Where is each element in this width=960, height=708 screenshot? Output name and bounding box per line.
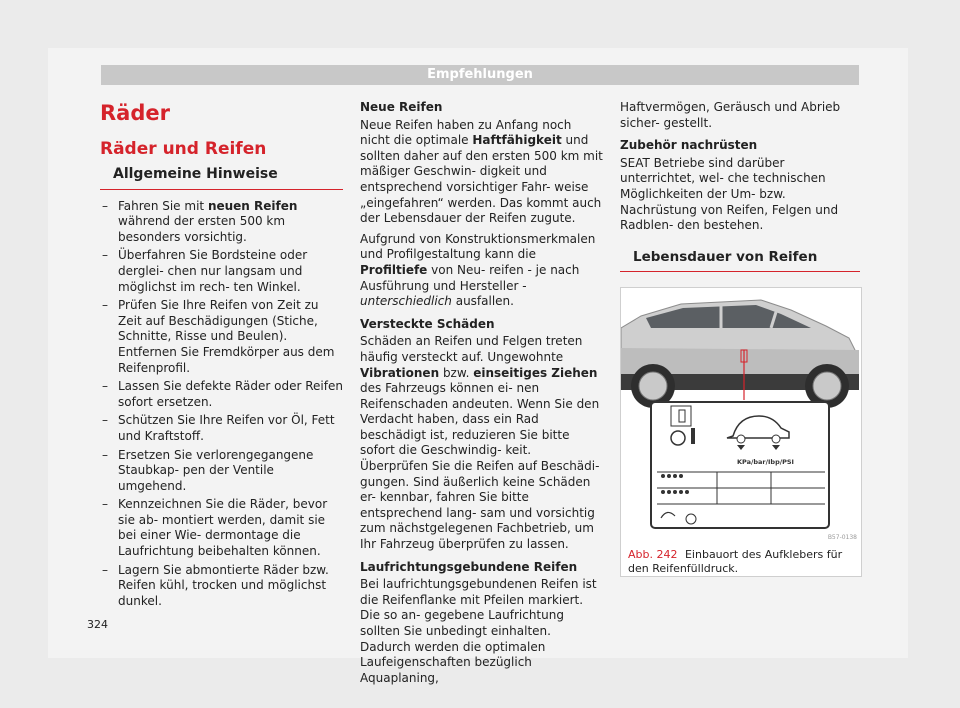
subsection-heading: Allgemeine Hinweise <box>100 167 343 190</box>
paragraph: Haftvermögen, Geräusch und Abrieb sicher- gestellt. <box>620 100 841 130</box>
list-item: – Ersetzen Sie verlorengegangene Staubkap- pen der Ventile umgehend. <box>100 448 343 495</box>
list-item: – Lagern Sie abmontierte Räder bzw. Reifen kühl, trocken und möglichst dunkel. <box>100 563 343 610</box>
list-item: – Schützen Sie Ihre Reifen vor Öl, Fett und Kraftstoff. <box>100 413 343 444</box>
section-title: Räder und Reifen <box>100 139 267 159</box>
hints-list <box>100 199 343 610</box>
subheading-accessories: Zubehör nachrüsten <box>620 138 758 153</box>
subheading-new-tyres: Neue Reifen <box>360 100 443 114</box>
figure-label: Abb. 242 <box>628 548 678 561</box>
list-item: – Kennzeichnen Sie die Räder, bevor sie ab- montiert werden, damit sie bei einer Wie- dermontage die Laufrichtung beibehalten können. <box>100 497 343 559</box>
paragraph: Bei laufrichtungsgebundenen Reifen ist die Reifenflanke mit Pfeilen markiert. Die so an- gegebene Laufrichtung sollten Sie unbedingt einhalten. Dadurch werden die optimalen Laufeigenschaften bezüglich Aquaplaning, <box>360 577 597 685</box>
column-right <box>620 100 860 272</box>
list-item: – Überfahren Sie Bordsteine oder derglei- chen nur langsam und möglichst im rech- ten Winkel. <box>100 248 343 295</box>
figure-caption-text: Einbauort des Aufklebers für den Reifenfülldruck. <box>628 548 843 575</box>
paragraph: Schäden an Reifen und Felgen treten häufig versteckt auf. Ungewohnte Vibrationen bzw. einseitiges Ziehen des Fahrzeugs können ei- nen Reifenschaden andeuten. Wenn Sie den Verdacht haben, dass ein Rad beschädigt ist, reduzieren Sie bitte sofort die Geschwindig- keit. Überprüfen Sie die Reifen auf Beschädi- gungen. Sind äußerlich keine Schäden er- kennbar, fahren Sie bitte entsprechend lang- sam und vorsichtig zum nächstgelegenen Fachbetrieb, um Ihr Fahrzeug überprüfen zu lassen. <box>360 334 600 552</box>
list-item: – Prüfen Sie Ihre Reifen von Zeit zu Zeit auf Beschädigungen (Stiche, Schnitte, Risse und Beulen). Entfernen Sie Fremdkörper aus dem Reifenprofil. <box>100 298 343 376</box>
paragraph: Neue Reifen haben zu Anfang noch nicht die optimale Haftfähigkeit und sollten daher auf den ersten 500 km mit mäßiger Geschwin- digkeit und entsprechend vorsichtiger Fahr- weise „eingefahren“ werden. Das kommt auch der Lebensdauer der Reifen zugute. <box>360 117 603 226</box>
subheading-directional-tyres: Laufrichtungsgebundene Reifen <box>360 559 578 574</box>
column-middle <box>360 100 603 691</box>
column-left <box>100 100 343 612</box>
figure-tyre-pressure-sticker <box>620 287 862 577</box>
paragraph: SEAT Betriebe sind darüber unterrichtet, wel- che technischen Möglichkeiten der Um- bzw. Nachrüstung von Reifen, Felgen und Radblen- den bestehen. <box>620 155 839 233</box>
figure-code: B57-0138 <box>827 534 857 541</box>
page-number: 324 <box>87 618 108 631</box>
car-and-sticker-illustration <box>621 288 861 538</box>
chapter-title: Räder <box>100 101 170 125</box>
paragraph: Aufgrund von Konstruktionsmerkmalen und Profilgestaltung kann die Profiltiefe von Neu- reifen - je nach Ausführung und Hersteller - unterschiedlich ausfallen. <box>360 231 596 309</box>
chapter-header: Empfehlungen <box>101 65 859 85</box>
list-item: – Fahren Sie mit neuen Reifen während der ersten 500 km besonders vorsichtig. <box>100 199 343 246</box>
list-item: – Lassen Sie defekte Räder oder Reifen sofort ersetzen. <box>100 379 343 410</box>
subsection-heading: Lebensdauer von Reifen <box>620 250 860 273</box>
sticker-units-label: KPa/bar/Ibp/PSI <box>737 458 794 466</box>
figure-caption <box>628 548 856 576</box>
subheading-hidden-damage: Versteckte Schäden <box>360 316 495 331</box>
